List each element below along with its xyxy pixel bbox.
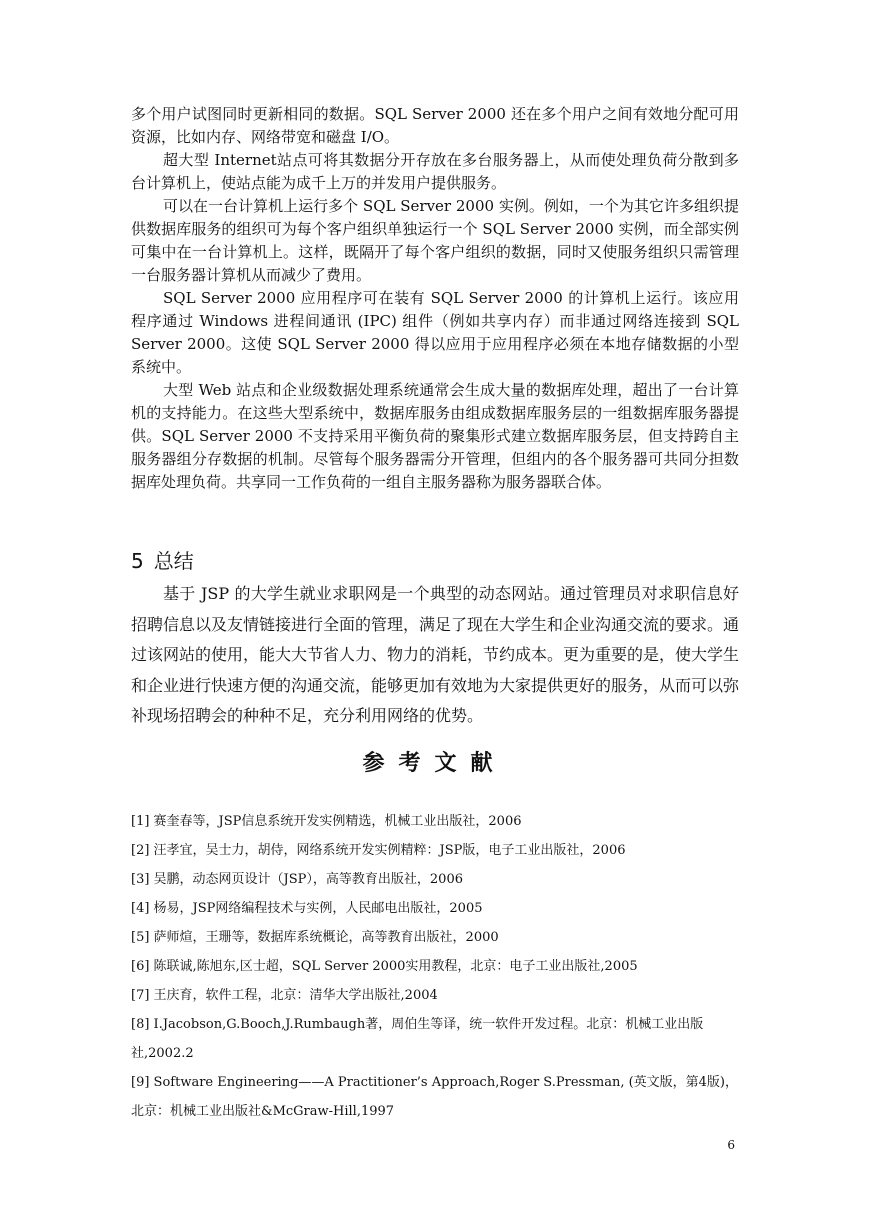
paragraph: 多个用户试图同时更新相同的数据。SQL Server 2000 还在多个用户之间有效地分配可用资源，比如内存、网络带宽和磁盘 I/O。 [131,105,739,146]
section-title: 总结 [153,549,194,573]
paragraph: SQL Server 2000 应用程序可在装有 SQL Server 2000 的计算机上运行。该应用程序通过 Windows 进程间通讯 (IPC) 组件（例如共享内存）而非通过网络连接到 SQL Server 2000。这使 SQL Server 2000 得以应用于应用程序必须在本地存储数据的小型系统中。 [131,289,739,376]
reference-item: [3] 吴鹏，动态网页设计（JSP），高等教育出版社，2006 [131,872,463,887]
summary-paragraph: 基于 JSP 的大学生就业求职网是一个典型的动态网站。通过管理员对求职信息好招聘信息以及友情链接进行全面的管理，满足了现在大学生和企业沟通交流的要求。通过该网站的使用，能大大节省人力、物力的消耗，节约成本。更为重要的是，使大学生和企业进行快速方便的沟通交流，能够更加有效地为大家提供更好的服务，从而可以弥补现场招聘会的种种不足，充分利用网络的优势。 [131,584,740,725]
section-heading [131,548,194,574]
reference-item: [7] 王庆育，软件工程，北京：清华大学出版社,2004 [131,988,438,1003]
reference-item: [9] Software Engineering——A Practitioner’s Approach,Roger S.Pressman, (英文版，第4版)，北京：机械工业出版社&McGraw-Hill,1997 [131,1075,739,1119]
section-number: 5 [131,549,144,573]
summary-section [131,579,739,732]
reference-item: [2] 汪孝宜，吴士力，胡侍，网络系统开发实例精粹：JSP版，电子工业出版社，2006 [131,843,626,858]
reference-item: [6] 陈联诚,陈旭东,区士超，SQL Server 2000实用教程，北京：电子工业出版社,2005 [131,959,638,974]
page-number: 6 [727,1138,735,1152]
reference-list [131,807,739,1126]
paragraph: 超大型 Internet站点可将其数据分开存放在多台服务器上，从而使处理负荷分散到多台计算机上，使站点能为成千上万的并发用户提供服务。 [131,151,739,192]
reference-item: [4] 杨易，JSP网络编程技术与实例，人民邮电出版社，2005 [131,901,483,916]
reference-item: [1] 赛奎春等，JSP信息系统开发实例精选，机械工业出版社，2006 [131,814,522,829]
paragraph: 大型 Web 站点和企业级数据处理系统通常会生成大量的数据库处理，超出了一台计算机的支持能力。在这些大型系统中，数据库服务由组成数据库服务层的一组数据库服务器提供。SQL Server 2000 不支持采用平衡负荷的聚集形式建立数据库服务层，但支持跨自主服务器组分存数据的机制。尽管每个服务器需分开管理，但组内的各个服务器可共同分担数据库处理负荷。共享同一工作负荷的一组自主服务器称为服务器联合体。 [131,381,739,491]
paragraph: 可以在一台计算机上运行多个 SQL Server 2000 实例。例如，一个为其它许多组织提供数据库服务的组织可为每个客户组织单独运行一个 SQL Server 2000 实例，而全部实例可集中在一台计算机上。这样，既隔开了每个客户组织的数据，同时又使服务组织只需管理一台服务器计算机从而减少了费用。 [131,197,739,284]
body-text [131,103,739,494]
references-heading: 参考文献 [362,750,507,776]
reference-item: [5] 萨师煊，王珊等，数据库系统概论，高等教育出版社，2000 [131,930,499,945]
reference-item: [8] I.Jacobson,G.Booch,J.Rumbaugh著，周伯生等译，统一软件开发过程。北京：机械工业出版社,2002.2 [131,1017,704,1061]
